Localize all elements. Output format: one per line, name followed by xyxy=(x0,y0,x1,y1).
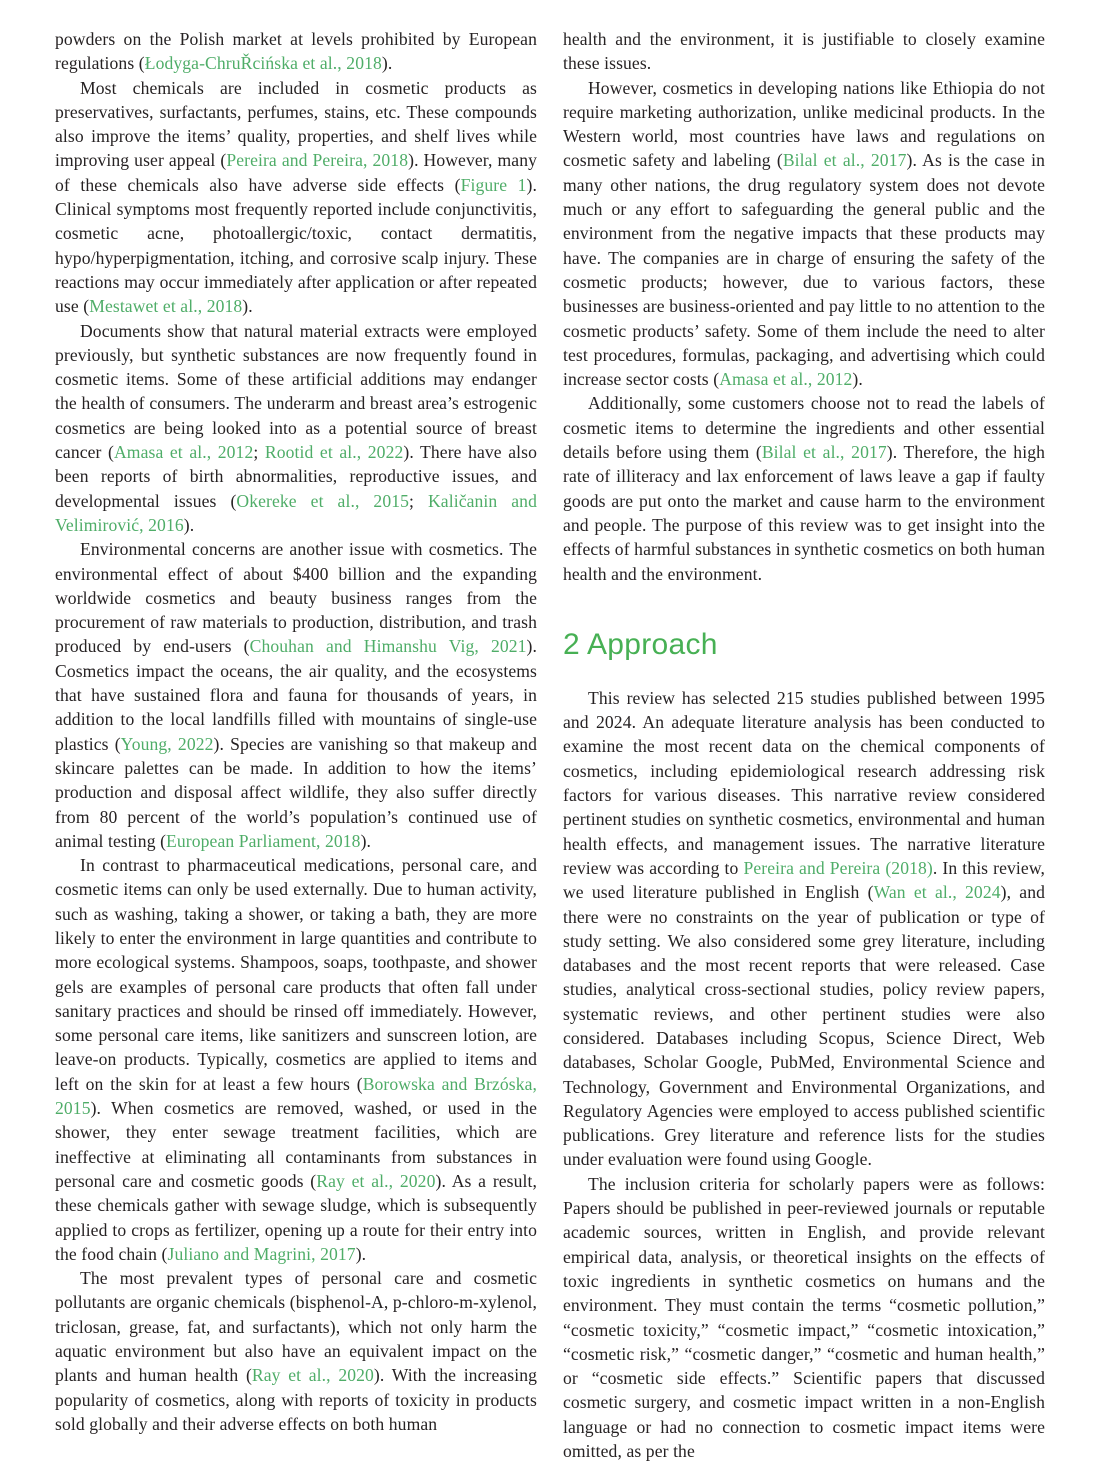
text-run: The inclusion criteria for scholarly papers were as follows: Papers should be published in peer-reviewed journals or reputable academic sources, written in English, and provide relevant empirical data, analysis, or theoretical insights on the effects of toxic ingredients in synthetic cosmetics on humans and the environment. They must contain the terms “cosmetic pollution,” “cosmetic toxicity,” “cosmetic impact,” “cosmetic intoxication,” “cosmetic risk,” “cosmetic danger,” “cosmetic and human health,” or “cosmetic side effects.” Scientific papers that discussed cosmetic surgery, and cosmetic impact written in a non-English language or had no connection to cosmetic impact items were omitted, as per the xyxy=(563,1173,1045,1462)
citation-link[interactable]: Young, 2022 xyxy=(120,733,214,754)
text-run: ). xyxy=(183,514,195,535)
text-run: . In this review, we used literature published in English ( xyxy=(563,857,1045,903)
text-run: ). With the increasing popularity of cosmetics, along with reports of toxicity in products sold globally and their adverse effects on both human xyxy=(55,1365,537,1434)
citation-link[interactable]: Amasa et al., 2012 xyxy=(719,369,853,390)
paragraph xyxy=(55,853,537,1266)
text-run: ). However, many of these chemicals also have adverse side effects ( xyxy=(55,150,537,195)
citation-link[interactable]: Bilal et al., 2017 xyxy=(761,442,887,463)
section-heading: 2 Approach xyxy=(563,627,718,661)
text-run: ). Clinical symptoms most frequently reported include conjunctivitis, cosmetic acne, photoallergic/toxic, contact dermatitis, hypo/hyperpigmentation, itching, and corrosive scalp injury. These reactions may occur immediately after application or after repeated use ( xyxy=(55,174,537,317)
text-run: The most prevalent types of personal care and cosmetic pollutants are organic chemicals (bisphenol-A, p-chloro-m-xylenol, triclosan, grease, fat, and surfactants), which not only harm the aquatic environment but also have an equivalent impact on the plants and human health ( xyxy=(55,1268,537,1386)
right-column-bottom xyxy=(563,686,1045,1463)
citation-link[interactable]: Mestawet et al., 2018 xyxy=(89,296,243,317)
text-run: ). xyxy=(381,53,393,74)
text-run: ; xyxy=(253,442,265,463)
text-run: Environmental concerns are another issue with cosmetics. The environmental effect of about $400 billion and the expanding worldwide cosmetics and beauty business ranges from the procurement of raw materials to production, distribution, and trash produced by end-users ( xyxy=(55,539,537,657)
text-run: In contrast to pharmaceutical medications, personal care, and cosmetic items can only be used externally. Due to human activity, such as washing, taking a shower, or taking a bath, they are more likely to enter the environment in large quantities and contribute to more ecological systems. Shampoos, soaps, toothpaste, and shower gels are examples of personal care products that often fall under sanitary practices and should be rinsed off immediately. However, some personal care items, like sanitizers and sunscreen lotion, are leave-on products. Typically, cosmetics are applied to items and left on the skin for at least a few hours ( xyxy=(55,855,537,1094)
citation-link[interactable]: Figure 1 xyxy=(460,174,527,195)
text-run: ; xyxy=(409,490,428,511)
text-run: ). As a result, these chemicals gather with sewage sludge, which is subsequently applied to crops as fertilizer, opening up a route for their entry into the food chain ( xyxy=(55,1170,538,1264)
text-run: Most chemicals are included in cosmetic products as preservatives, surfactants, perfumes, stains, etc. These compounds also improve the items’ quality, properties, and shelf lives while improving user appeal ( xyxy=(55,77,537,171)
text-run: ). xyxy=(242,296,253,317)
citation-link[interactable]: Juliano and Magrini, 2017 xyxy=(167,1243,356,1264)
text-run: ), and there were no constraints on the year of publication or type of study setting. We also considered some grey literature, including databases and the most recent reports that were released. Case studies, analytical cross-sectional studies, policy review papers, systematic reviews, and other pertinent studies were also considered. Databases including Scopus, Science Direct, Web databases, Scholar Google, PubMed, Environmental Science and Technology, Government and Environmental Organizations, and Regulatory Agencies were employed to access published scientific publications. Grey literature and reference lists for the studies under evaluation were found using Google. xyxy=(563,882,1045,1170)
paragraph xyxy=(55,537,537,853)
citation-link[interactable]: Borowska and Brzóska, 2015 xyxy=(55,1073,537,1119)
paragraph xyxy=(55,76,537,319)
paragraph xyxy=(563,76,1045,392)
text-run: However, cosmetics in developing nations like Ethiopia do not require marketing authorization, unlike medicinal products. In the Western world, most countries have laws and regulations on cosmetic safety and labeling ( xyxy=(563,77,1045,171)
text-run: Additionally, some customers choose not to read the labels of cosmetic items to determine the ingredients and other essential details before using them ( xyxy=(563,393,1045,463)
text-run: ). xyxy=(360,830,372,851)
paragraph xyxy=(563,686,1045,1172)
paragraph xyxy=(563,27,1045,76)
citation-link[interactable]: Ray et al., 2020 xyxy=(316,1170,436,1191)
citation-link[interactable]: Pereira and Pereira (2018) xyxy=(743,857,933,878)
text-run: This review has selected 215 studies published between 1995 and 2024. An adequate literature analysis has been conducted to examine the most recent data on the chemical components of cosmetics, including epidemiological research addressing risk factors for various diseases. This narrative review considered pertinent studies on synthetic cosmetics, environmental and human health effects, and management issues. The narrative literature review was according to xyxy=(563,687,1045,878)
citation-link[interactable]: Łodyga-ChruŘcińska et al., 2018 xyxy=(144,53,382,74)
citation-link[interactable]: Amasa et al., 2012 xyxy=(114,442,254,463)
text-run: ). When cosmetics are removed, washed, or used in the shower, they enter sewage treatment facilities, which are ineffective at eliminating all contaminants from substances in personal care and cosmetic goods ( xyxy=(55,1098,537,1191)
citation-link[interactable]: Rootid et al., 2022 xyxy=(264,442,404,463)
paragraph xyxy=(563,391,1045,585)
citation-link[interactable]: Wan et al., 2024 xyxy=(873,882,1001,903)
text-run: ). As is the case in many other nations, the drug regulatory system does not devote much or any effort to safeguarding the general public and the environment from the negative impacts that these products may have. The companies are in charge of ensuring the safety of the cosmetic products; however, due to various factors, these businesses are business-oriented and pay little to no attention to the cosmetic products’ safety. Some of them include the need to alter test procedures, formulas, packaging, and advertising which could increase sector costs ( xyxy=(563,150,1045,390)
text-run: ). Cosmetics impact the oceans, the air quality, and the ecosystems that have sustained flora and fauna for thousands of years, in addition to the local landfills filled with mountains of single-use plastics ( xyxy=(55,636,537,754)
text-run: ). xyxy=(852,369,863,390)
citation-link[interactable]: Chouhan and Himanshu Vig, 2021 xyxy=(249,636,527,657)
right-column-top xyxy=(563,27,1045,586)
paragraph xyxy=(563,1172,1045,1463)
text-run: ). Therefore, the high rate of illiteracy and lax enforcement of laws leave a gap if faulty goods are put onto the market and cause harm to the environment and people. The purpose of this review was to get insight into the effects of harmful substances in synthetic cosmetics on both human health and the environment. xyxy=(563,442,1045,584)
citation-link[interactable]: Kaličanin and Velimirović, 2016 xyxy=(55,490,537,535)
citation-link[interactable]: European Parliament, 2018 xyxy=(166,830,361,851)
citation-link[interactable]: Ray et al., 2020 xyxy=(251,1365,374,1386)
citation-link[interactable]: Okereke et al., 2015 xyxy=(236,490,410,511)
right-column xyxy=(563,27,1045,1462)
citation-link[interactable]: Pereira and Pereira, 2018 xyxy=(226,150,409,171)
text-run: health and the environment, it is justifiable to closely examine these issues. xyxy=(563,29,1045,74)
text-run: powders on the Polish market at levels prohibited by European regulations ( xyxy=(55,29,537,74)
text-run: ). Species are vanishing so that makeup and skincare palettes can be made. In addition to how the items’ production and disposal affect wildlife, they also suffer directly from 80 percent of the world’s population’s continued use of animal testing ( xyxy=(55,733,538,851)
citation-link[interactable]: Bilal et al., 2017 xyxy=(782,150,907,171)
text-run: ). xyxy=(355,1243,367,1264)
paragraph xyxy=(55,27,537,76)
paragraph xyxy=(55,1266,537,1436)
left-column xyxy=(55,27,537,1452)
text-run: ). There have also been reports of birth abnormalities, reproductive issues, and developmental issues ( xyxy=(55,442,537,511)
paragraph xyxy=(55,319,537,538)
text-run: Documents show that natural material extracts were employed previously, but synthetic substances are now frequently found in cosmetic items. Some of these artificial additions may endanger the health of consumers. The underarm and breast area’s estrogenic cosmetics are being looked into as a potential source of breast cancer ( xyxy=(55,320,537,463)
